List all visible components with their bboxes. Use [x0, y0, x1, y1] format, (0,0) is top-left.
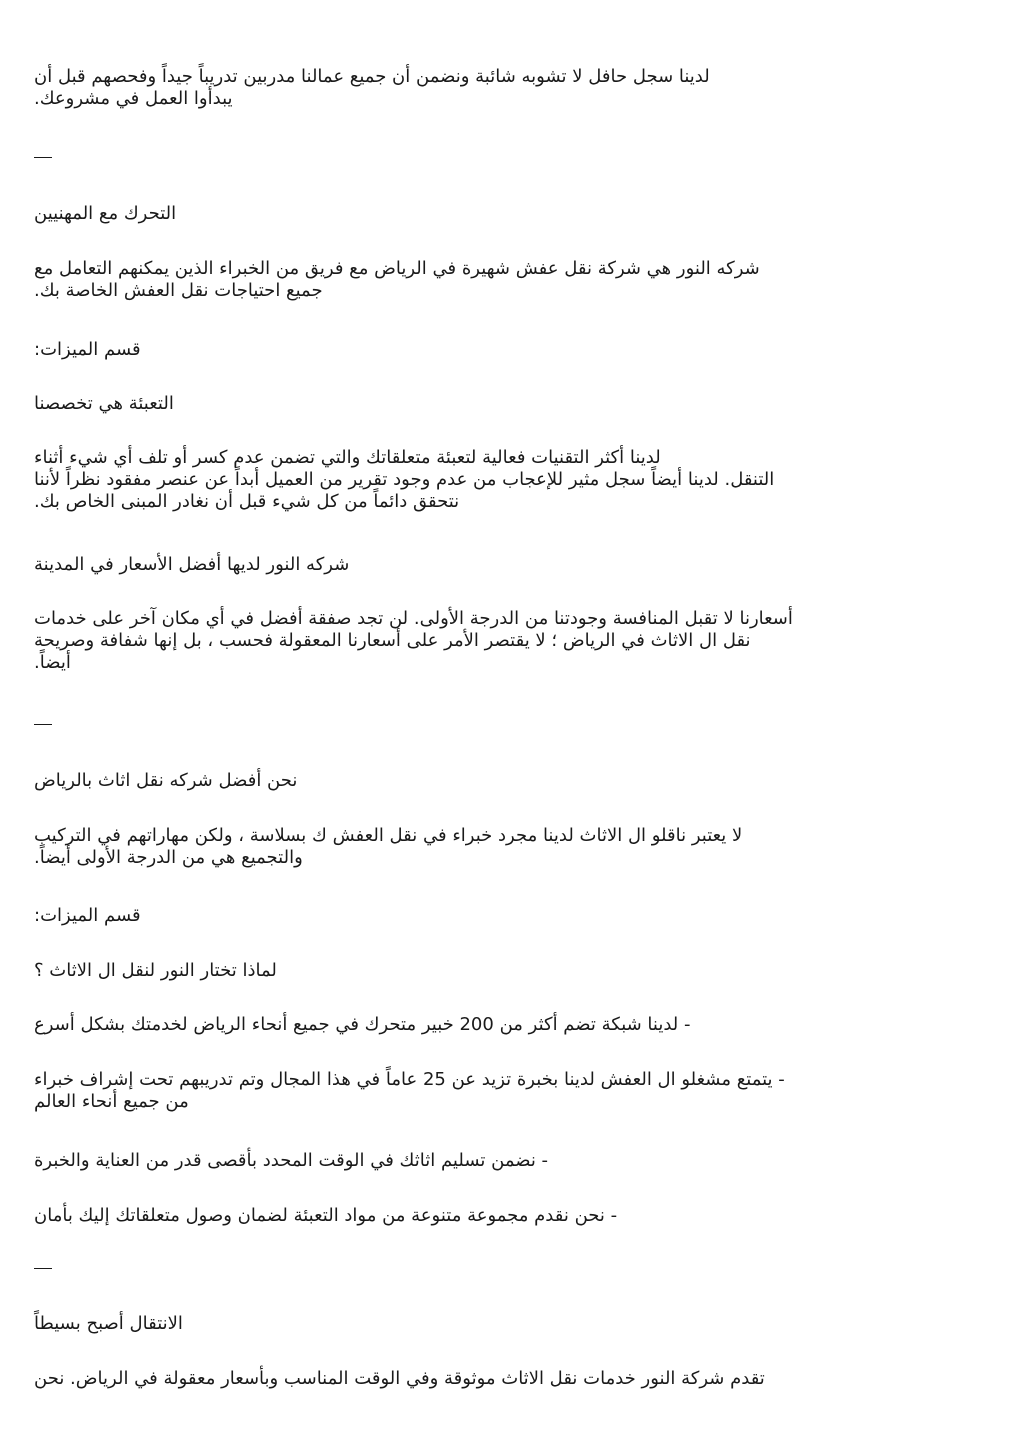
paragraph-line: التنقل. لدينا أيضاً سجل مثير للإعجاب من عدم وجود تقرير من العميل أبداً عن عنصر مفقود نظراً لأننا [34, 469, 775, 490]
paragraph-line: أسعارنا لا تقبل المنافسة وجودتنا من الدرجة الأولى. لن تجد صفقة أفضل في أي مكان آخر على خدمات [34, 608, 793, 629]
section-heading: التحرك مع المهنيين [34, 203, 177, 224]
section-heading: الانتقال أصبح بسيطاً [34, 1313, 183, 1334]
paragraph-line: أيضاً. [34, 652, 71, 673]
paragraph-line: والتجميع هي من الدرجة الأولى أيضاً. [34, 847, 303, 868]
bullet-item [34, 1069, 990, 1113]
paragraph-line: من جميع أنحاء العالم [34, 1091, 189, 1112]
bullet-item: - لدينا شبكة تضم أكثر من 200 خبير متحرك في جميع أنحاء الرياض لخدمتك بشكل أسرع [34, 1014, 691, 1035]
section-heading: شركه النور لديها أفضل الأسعار في المدينة [34, 554, 350, 575]
paragraph-line: يبدأوا العمل في مشروعك. [34, 88, 233, 109]
paragraph-line: - يتمتع مشغلو ال العفش لدينا بخبرة تزيد عن 25 عاماً في هذا المجال وتم تدريبهم تحت إشراف خبراء [34, 1069, 785, 1090]
paragraph-line: نقل ال الاثاث في الرياض ؛ لا يقتصر الأمر على أسعارنا المعقولة فحسب ، بل إنها شفافة وصريحة [34, 630, 751, 651]
closing-paragraph [34, 1368, 990, 1390]
intro-paragraph [34, 66, 990, 110]
company-intro-paragraph [34, 258, 990, 302]
paragraph-line: لدينا سجل حافل لا تشوبه شائبة ونضمن أن جميع عمالنا مدربين تدريباً جيداً وفحصهم قبل أن [34, 66, 710, 87]
section-heading: لماذا تختار النور لنقل ال الاثاث ؟ [34, 960, 277, 981]
packing-paragraph [34, 447, 990, 513]
features-label: قسم الميزات: [34, 339, 141, 360]
paragraph-line: نتحقق دائماً من كل شيء قبل أن نغادر المبنى الخاص بك. [34, 491, 460, 512]
section-separator [34, 1268, 52, 1269]
paragraph-line: جميع احتياجات نقل العفش الخاصة بك. [34, 280, 323, 301]
pricing-paragraph [34, 608, 990, 674]
section-heading: نحن أفضل شركه نقل اثاث بالرياض [34, 770, 298, 791]
section-heading: التعبئة هي تخصصنا [34, 393, 174, 414]
bullet-item: - نحن نقدم مجموعة متنوعة من مواد التعبئة لضمان وصول متعلقاتك إليك بأمان [34, 1205, 618, 1226]
paragraph-line: شركه النور هي شركة نقل عفش شهيرة في الرياض مع فريق من الخبراء الذين يمكنهم التعامل مع [34, 258, 760, 279]
paragraph-line: لدينا أكثر التقنيات فعالية لتعبئة متعلقاتك والتي تضمن عدم كسر أو تلف أي شيء أثناء [34, 447, 661, 468]
paragraph-line: تقدم شركة النور خدمات نقل الاثاث موثوقة وفي الوقت المناسب وبأسعار معقولة في الرياض. نحن [34, 1368, 765, 1389]
features-label: قسم الميزات: [34, 905, 141, 926]
movers-paragraph [34, 825, 990, 869]
bullet-item: - نضمن تسليم اثاثك في الوقت المحدد بأقصى قدر من العناية والخبرة [34, 1150, 549, 1171]
section-separator [34, 157, 52, 158]
paragraph-line: لا يعتبر ناقلو ال الاثاث لدينا مجرد خبراء في نقل العفش ك بسلاسة ، ولكن مهاراتهم في التركيب [34, 825, 743, 846]
section-separator [34, 724, 52, 725]
